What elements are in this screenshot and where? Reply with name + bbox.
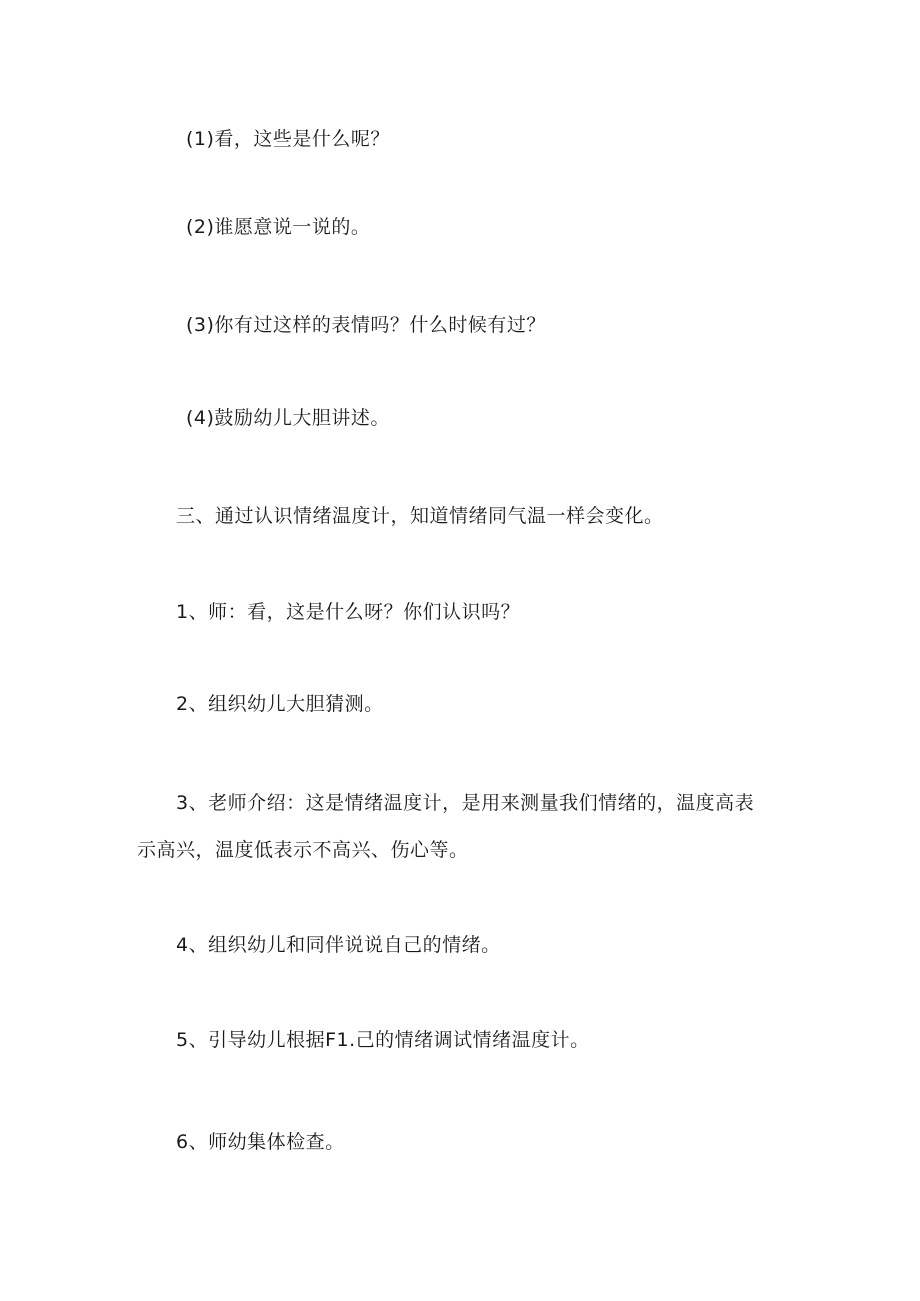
paragraph-item-5: 5、引导幼儿根据F1.己的情绪调试情绪温度计。 [176,1029,590,1051]
paragraph-sub-2: (2)谁愿意说一说的。 [186,216,371,238]
section-heading-3: 三、通过认识情绪温度计，知道情绪同气温一样会变化。 [176,505,664,527]
paragraph-item-1: 1、师：看，这是什么呀？你们认识吗？ [176,601,521,623]
paragraph-sub-1: (1)看，这些是什么呢？ [186,128,390,150]
paragraph-item-6: 6、师幼集体检查。 [176,1131,345,1153]
paragraph-item-3: 3、老师介绍：这是情绪温度计，是用来测量我们情绪的，温度高表 [176,792,755,814]
paragraph-item-4: 4、组织幼儿和同伴说说自己的情绪。 [176,934,501,956]
paragraph-sub-4: (4)鼓励幼儿大胆讲述。 [186,407,390,429]
paragraph-item-3-continued: 示高兴，温度低表示不高兴、伤心等。 [137,839,469,861]
paragraph-item-2: 2、组织幼儿大胆猜测。 [176,693,384,715]
paragraph-sub-3: (3)你有过这样的表情吗？什么时候有过？ [186,314,546,336]
